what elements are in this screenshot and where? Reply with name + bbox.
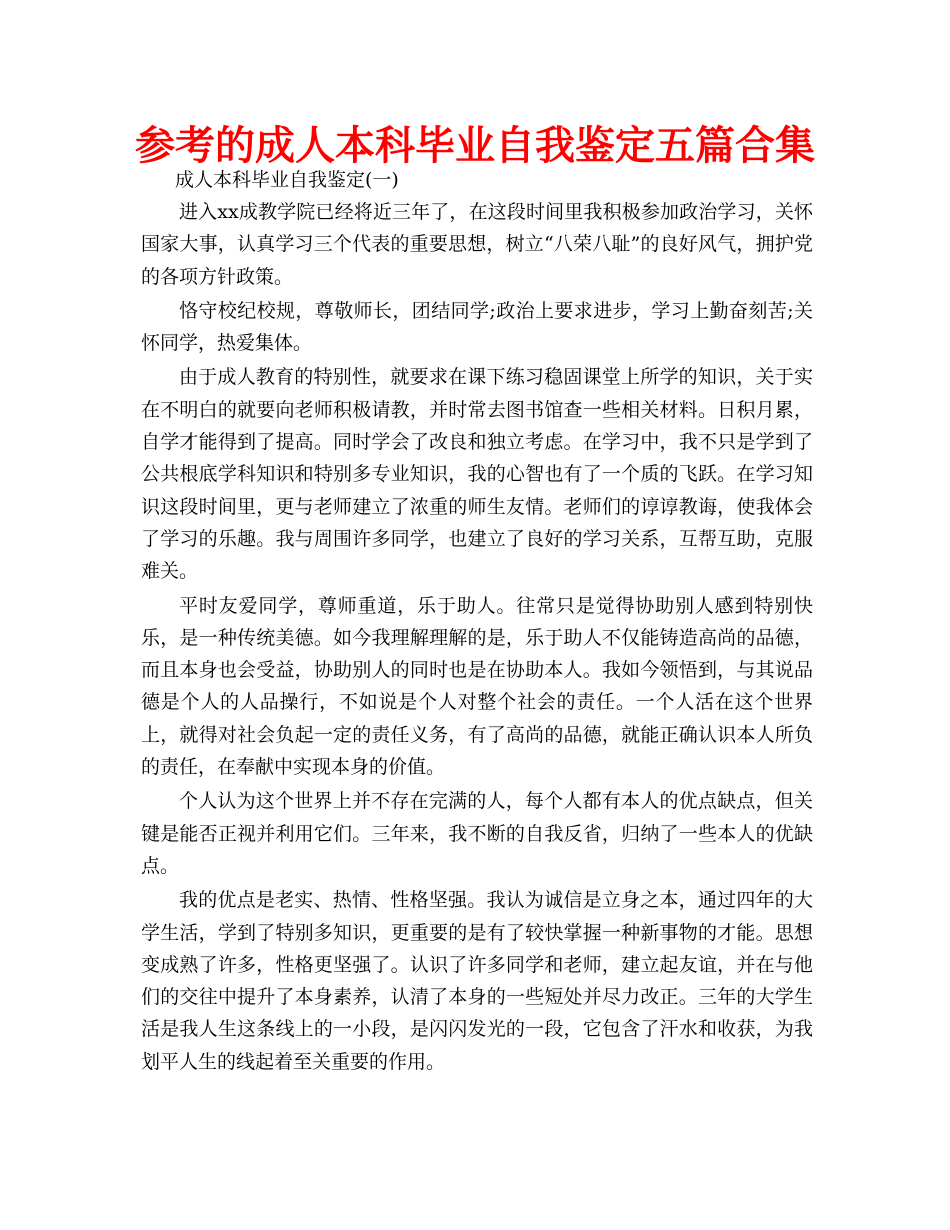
paragraph: 进入xx成教学院已经将近三年了，在这段时间里我积极参加政治学习，关怀国家大事，认真学习三个代表的重要思想，树立“八荣八耻”的良好风气，拥护党的各项方针政策。 (141, 201, 813, 288)
document-title: 参考的成人本科毕业自我鉴定五篇合集 (135, 123, 815, 169)
document-body (141, 196, 813, 1080)
section-heading: 成人本科毕业自我鉴定(一) (175, 169, 399, 191)
paragraph: 我的优点是老实、热情、性格坚强。我认为诚信是立身之本，通过四年的大学生活，学到了特别多知识，更重要的是有了较快掌握一种新事物的才能。思想变成熟了许多，性格更坚强了。认识了许多同学和老师，建立起友谊，并在与他们的交往中提升了本身素养，认清了本身的一些短处并尽力改正。三年的大学生活是我人生这条线上的一小段，是闪闪发光的一段，它包含了汗水和收获，为我划平人生的线起着至关重要的作用。 (141, 889, 813, 1073)
paragraph: 个人认为这个世界上并不存在完满的人，每个人都有本人的优点缺点，但关键是能否正视并利用它们。三年来，我不断的自我反省，归纳了一些本人的优缺点。 (141, 790, 813, 877)
paragraph: 由于成人教育的特别性，就要求在课下练习稳固课堂上所学的知识，关于实在不明白的就要向老师积极请教，并时常去图书馆查一些相关材料。日积月累，自学才能得到了提高。同时学会了改良和独立考虑。在学习中，我不只是学到了公共根底学科知识和特别多专业知识，我的心智也有了一个质的飞跃。在学习知识这段时间里，更与老师建立了浓重的师生友情。老师们的谆谆教诲，使我体会了学习的乐趣。我与周围许多同学，也建立了良好的学习关系，互帮互助，克服难关。 (141, 366, 813, 583)
paragraph: 平时友爱同学，尊师重道，乐于助人。往常只是觉得协助别人感到特别快乐，是一种传统美德。如今我理解理解的是，乐于助人不仅能铸造高尚的品德，而且本身也会受益，协助别人的同时也是在协助本人。我如今领悟到，与其说品德是个人的人品操行，不如说是个人对整个社会的责任。一个人活在这个世界上，就得对社会负起一定的责任义务，有了高尚的品德，就能正确认识本人所负的责任，在奉献中实现本身的价值。 (141, 594, 813, 779)
paragraph: 恪守校纪校规，尊敬师长，团结同学;政治上要求进步，学习上勤奋刻苦;关怀同学，热爱集体。 (141, 299, 813, 355)
